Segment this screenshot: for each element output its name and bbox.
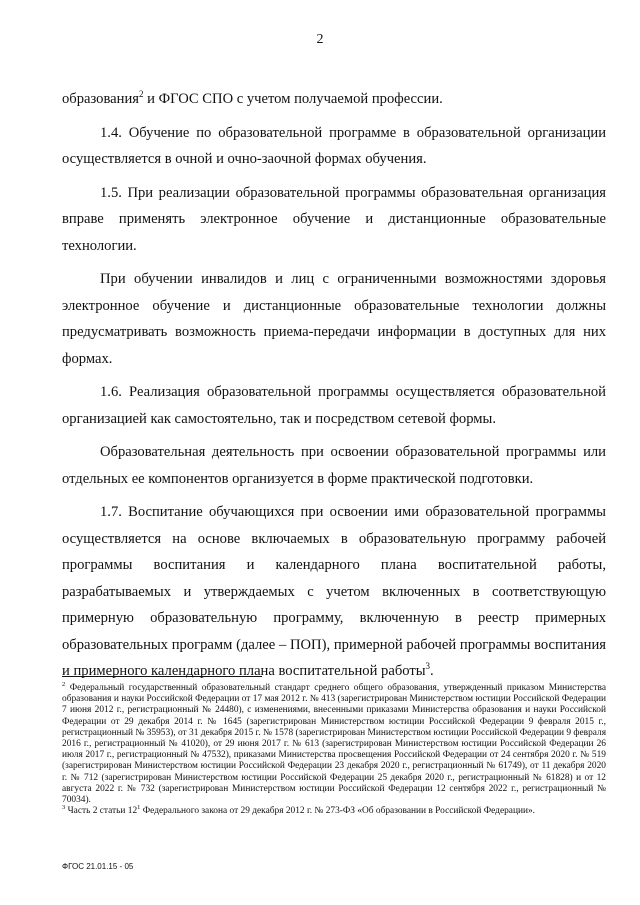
paragraph-1-4: 1.4. Обучение по образовательной программе в образовательной организации осуществляется в очной и очно-заочной формах обучения. [62, 124, 606, 167]
footnote-ref-2: 2 [138, 89, 144, 100]
page-number: 2 [316, 32, 324, 47]
footnote-divider [62, 676, 262, 677]
body-text [62, 86, 606, 692]
paragraph-practical-training: Образовательная деятельность при освоении образовательной программы или отдельных ее компонентов организуется в форме практической подготовки. [62, 444, 606, 487]
paragraph-disabled-learners: При обучении инвалидов и лиц с ограниченными возможностями здоровья электронное обучение и дистанционные образовательные технологии должны предусматривать возможность приема-передачи информации в доступных для них формах. [62, 271, 606, 367]
document-code: ФГОС 21.01.15 - 05 [62, 862, 134, 871]
paragraph-1-5: 1.5. При реализации образовательной программы образовательная организация вправе применять электронное обучение и дистанционные образовательные технологии. [62, 184, 606, 254]
footnote-ref-3: 3 [425, 661, 431, 672]
footnote-2: $^2$ Федеральный государственный образовательный стандарт среднего общего образования, утвержденный приказом Министерства образования и науки Российской Федерации от 17 мая 2012 г. № 413 (зарегистрирован Министерством юстиции Российской Федерации 7 июня 2012 г., регистрационный № 24480), с изменениями, внесенными приказами Министерства образования и науки Российской Федерации от 29 декабря 2014 г. № 1645 (зарегистрирован Министерством юстиции Российской Федерации 9 февраля 2015 г., регистрационный № 35953), от 31 декабря 2015 г. № 1578 (зарегистрирован Министерством юстиции Российской Федерации 9 февраля 2016 г., регистрационный № 41020), от 29 июня 2017 г. № 613 (зарегистрирован Министерством юстиции Российской Федерации 26 июля 2017 г., регистрационный № 47532), приказами Министерства просвещения Российской Федерации от 24 сентября 2020 г. № 519 (зарегистрирован Министерством юстиции Российской Федерации 23 декабря 2020 г., регистрационный № 61749), от 11 декабря 2020 г. № 712 (зарегистрирован Министерством юстиции Российской Федерации 25 декабря 2020 г., регистрационный № 61828) и от 12 августа 2022 г. № 732 (зарегистрирован Министерством юстиции Российской Федерации 12 сентября 2022 г., регистрационный № 70034). [62, 680, 606, 806]
footnote-3: $^3$ Часть 2 статьи $12^1$ Федерального закона от 29 декабря 2012 г. № 273-ФЗ «Об образовании в Российской Федерации». [62, 804, 536, 817]
footnotes [62, 680, 606, 817]
paragraph-intro: образования$^2$ и ФГОС СПО с учетом получаемой профессии. [62, 89, 443, 107]
paragraph-1-6: 1.6. Реализация образовательной программы осуществляется образовательной организацией как самостоятельно, так и посредством сетевой формы. [62, 384, 606, 427]
paragraph-1-7: 1.7. Воспитание обучающихся при освоении ими образовательной программы осуществляется на основе включаемых в образовательную программу рабочей программы воспитания и календарного плана воспитательной работы, разрабатываемых и утверждаемых с учетом включенных в соответствующую примерную образовательную программу, включенную в реестр примерных образовательных программ (далее – ПОП), примерной рабочей программы воспитания и примерного календарного плана воспитательной работы$^3$. [62, 504, 606, 679]
